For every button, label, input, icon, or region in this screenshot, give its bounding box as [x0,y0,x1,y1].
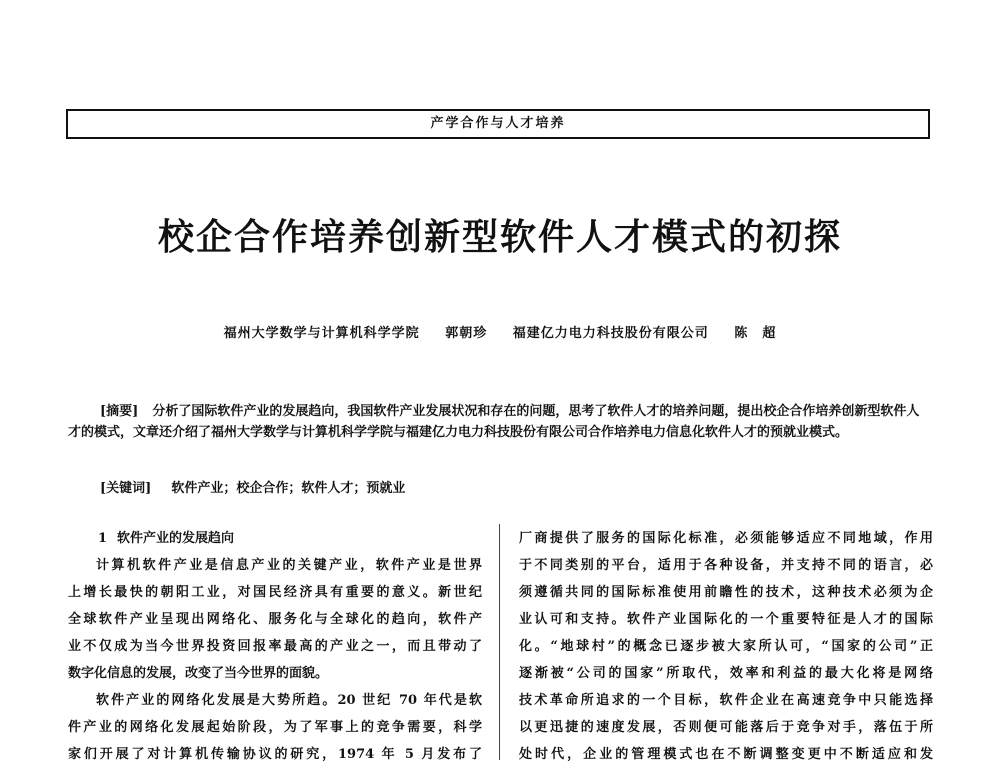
body-line: 计算机软件产业是信息产业的关键产业，软件产业是世界 [96,558,482,573]
body-line: 于不同类别的平台，适用于各种设备，并支持不同的语言，必 [519,558,933,573]
author-2: 陈 超 [734,326,777,341]
author-line [0,322,1000,341]
body-line: 软件产业的网络化发展是大势所趋。20 世纪 70 年代是软 [96,693,482,708]
abstract-text: 分析了国际软件产业的发展趋向，我国软件产业发展状况和存在的问题，思考了软件人才的培养问题，提出校企合作培养创新型软件人才的模式，文章还介绍了福州大学数学与计算机科学学院与福建亿力电力科技股份有限公司合作培养电力信息化软件人才的预就业模式。 [68,404,920,440]
keywords [100,478,930,499]
section-heading [68,525,482,552]
abstract-label: [摘要] [100,404,139,419]
body-column-right [519,525,933,768]
author-1: 郭朝珍 [445,326,488,341]
abstract [68,401,930,443]
body-line: 化。“地球村”的概念已逐步被大家所认可，“国家的公司”正 [519,639,933,654]
affiliation-1: 福州大学数学与计算机科学学院 [223,326,420,341]
body-line: 技术革命所追求的一个目标，软件企业在高速竞争中只能选择 [519,693,933,708]
section-number: 1 [98,531,108,546]
body-line: 上增长最快的朝阳工业，对国民经济具有重要的意义。新世纪 [68,585,482,600]
body-line: 业认可和支持。软件产业国际化的一个重要特征是人才的国际 [519,612,933,627]
column-divider [499,524,500,760]
body-line: 须遵循共同的国际标准使用前瞻性的技术，这种技术必须为企 [519,585,933,600]
body-line: 数字化信息的发展，改变了当今世界的面貌。 [68,666,329,681]
body-line: 件产业的网络化发展起始阶段，为了军事上的竞争需要，科学 [68,720,482,735]
affiliation-2: 福建亿力电力科技股份有限公司 [512,326,709,341]
body-line: 业不仅成为当今世界投资回报率最高的产业之一，而且带动了 [68,639,482,654]
section-title: 软件产业的发展趋向 [117,531,235,546]
body-line: 处时代，企业的管理模式也在不断调整变更中不断适应和发 [519,747,933,762]
section-header-box [66,109,930,139]
body-line: 家们开展了对计算机传输协议的研究，1974 年 5 月发布了 [68,747,482,762]
body-line: 逐渐被“公司的国家”所取代，效率和利益的最大化将是网络 [519,666,933,681]
body-column-left [68,525,482,768]
body-line: 厂商提供了服务的国际化标准，必须能够适应不同地域，作用 [519,531,933,546]
keywords-text: 软件产业；校企合作；软件人才；预就业 [171,481,406,496]
paper-title: 校企合作培养创新型软件人才模式的初探 [157,216,842,258]
body-line: 全球软件产业呈现出网络化、服务化与全球化的趋向，软件产 [68,612,482,627]
section-header-text: 产学合作与人才培养 [430,116,566,131]
keywords-label: [关键词] [100,481,152,496]
body-line: 以更迅捷的速度发展，否则便可能落后于竞争对手，落伍于所 [519,720,933,735]
